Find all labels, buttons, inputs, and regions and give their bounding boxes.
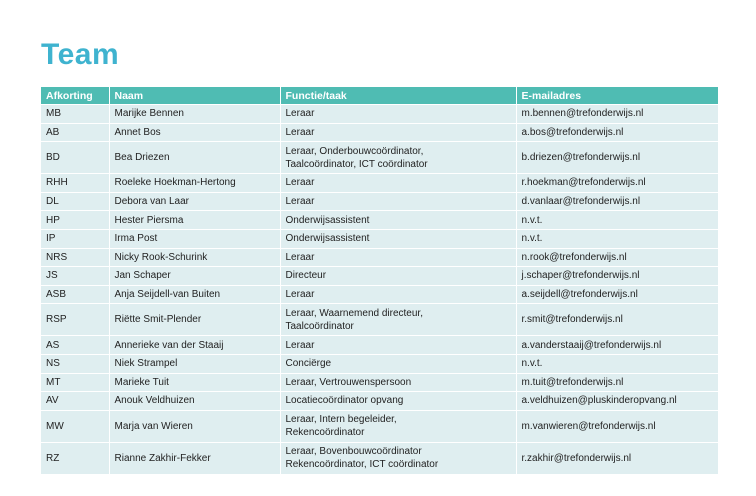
cell-name: Marieke Tuit: [109, 373, 280, 392]
cell-abbreviation: ASB: [41, 285, 109, 304]
cell-role: Directeur: [280, 267, 516, 286]
cell-name: Riëtte Smit-Plender: [109, 304, 280, 336]
cell-abbreviation: IP: [41, 229, 109, 248]
table-row: [41, 192, 718, 211]
table-row: [41, 354, 718, 373]
cell-email: m.vanwieren@trefonderwijs.nl: [516, 410, 718, 442]
table-row: [41, 105, 718, 124]
cell-email: n.rook@trefonderwijs.nl: [516, 248, 718, 267]
cell-email: j.schaper@trefonderwijs.nl: [516, 267, 718, 286]
cell-role: Leraar: [280, 192, 516, 211]
cell-role: Leraar: [280, 174, 516, 193]
cell-abbreviation: RHH: [41, 174, 109, 193]
table-row: [41, 142, 718, 174]
team-table: [41, 87, 718, 474]
cell-name: Bea Driezen: [109, 142, 280, 174]
cell-abbreviation: NRS: [41, 248, 109, 267]
cell-name: Irma Post: [109, 229, 280, 248]
cell-role: Leraar, Vertrouwenspersoon: [280, 373, 516, 392]
cell-abbreviation: JS: [41, 267, 109, 286]
cell-role: Leraar: [280, 336, 516, 355]
table-row: [41, 174, 718, 193]
cell-abbreviation: AS: [41, 336, 109, 355]
cell-role: Leraar, Bovenbouwcoördinator Rekencoördinator, ICT coördinator: [280, 442, 516, 474]
cell-email: a.seijdell@trefonderwijs.nl: [516, 285, 718, 304]
cell-role: Onderwijsassistent: [280, 229, 516, 248]
table-row: [41, 211, 718, 230]
cell-name: Hester Piersma: [109, 211, 280, 230]
cell-role: Leraar, Intern begeleider, Rekencoördinator: [280, 410, 516, 442]
cell-role: Conciërge: [280, 354, 516, 373]
table-row: [41, 410, 718, 442]
page-title: Team: [41, 38, 120, 71]
cell-abbreviation: MT: [41, 373, 109, 392]
cell-email: r.zakhir@trefonderwijs.nl: [516, 442, 718, 474]
table-row: [41, 392, 718, 411]
cell-abbreviation: RSP: [41, 304, 109, 336]
table-row: [41, 336, 718, 355]
cell-role: Leraar: [280, 105, 516, 124]
cell-email: b.driezen@trefonderwijs.nl: [516, 142, 718, 174]
cell-email: a.veldhuizen@pluskinderopvang.nl: [516, 392, 718, 411]
cell-name: Anja Seijdell-van Buiten: [109, 285, 280, 304]
cell-email: a.vanderstaaij@trefonderwijs.nl: [516, 336, 718, 355]
table-row: [41, 267, 718, 286]
cell-role: Leraar: [280, 123, 516, 142]
cell-email: m.tuit@trefonderwijs.nl: [516, 373, 718, 392]
cell-name: Nicky Rook-Schurink: [109, 248, 280, 267]
cell-email: r.smit@trefonderwijs.nl: [516, 304, 718, 336]
cell-abbreviation: MB: [41, 105, 109, 124]
table-row: [41, 123, 718, 142]
cell-abbreviation: MW: [41, 410, 109, 442]
cell-name: Niek Strampel: [109, 354, 280, 373]
table-row: [41, 248, 718, 267]
column-header-name: Naam: [109, 87, 280, 105]
cell-role: Locatiecoördinator opvang: [280, 392, 516, 411]
cell-name: Annet Bos: [109, 123, 280, 142]
cell-name: Rianne Zakhir-Fekker: [109, 442, 280, 474]
cell-abbreviation: DL: [41, 192, 109, 211]
cell-role: Onderwijsassistent: [280, 211, 516, 230]
table-row: [41, 285, 718, 304]
column-header-email: E-mailadres: [516, 87, 718, 105]
cell-name: Jan Schaper: [109, 267, 280, 286]
cell-name: Debora van Laar: [109, 192, 280, 211]
cell-name: Marja van Wieren: [109, 410, 280, 442]
cell-abbreviation: BD: [41, 142, 109, 174]
cell-name: Anouk Veldhuizen: [109, 392, 280, 411]
cell-role: Leraar: [280, 285, 516, 304]
cell-email: d.vanlaar@trefonderwijs.nl: [516, 192, 718, 211]
table-row: [41, 373, 718, 392]
column-header-role: Functie/taak: [280, 87, 516, 105]
cell-role: Leraar, Onderbouwcoördinator, Taalcoördinator, ICT coördinator: [280, 142, 516, 174]
cell-name: Annerieke van der Staaij: [109, 336, 280, 355]
column-header-abbreviation: Afkorting: [41, 87, 109, 105]
cell-email: n.v.t.: [516, 229, 718, 248]
cell-email: r.hoekman@trefonderwijs.nl: [516, 174, 718, 193]
table-row: [41, 229, 718, 248]
cell-email: m.bennen@trefonderwijs.nl: [516, 105, 718, 124]
cell-email: a.bos@trefonderwijs.nl: [516, 123, 718, 142]
table-header-row: [41, 87, 718, 105]
table-row: [41, 442, 718, 474]
table-row: [41, 304, 718, 336]
cell-abbreviation: NS: [41, 354, 109, 373]
cell-abbreviation: RZ: [41, 442, 109, 474]
cell-email: n.v.t.: [516, 354, 718, 373]
cell-role: Leraar: [280, 248, 516, 267]
cell-role: Leraar, Waarnemend directeur, Taalcoördinator: [280, 304, 516, 336]
cell-name: Marijke Bennen: [109, 105, 280, 124]
cell-email: n.v.t.: [516, 211, 718, 230]
cell-name: Roeleke Hoekman-Hertong: [109, 174, 280, 193]
cell-abbreviation: AB: [41, 123, 109, 142]
cell-abbreviation: HP: [41, 211, 109, 230]
cell-abbreviation: AV: [41, 392, 109, 411]
